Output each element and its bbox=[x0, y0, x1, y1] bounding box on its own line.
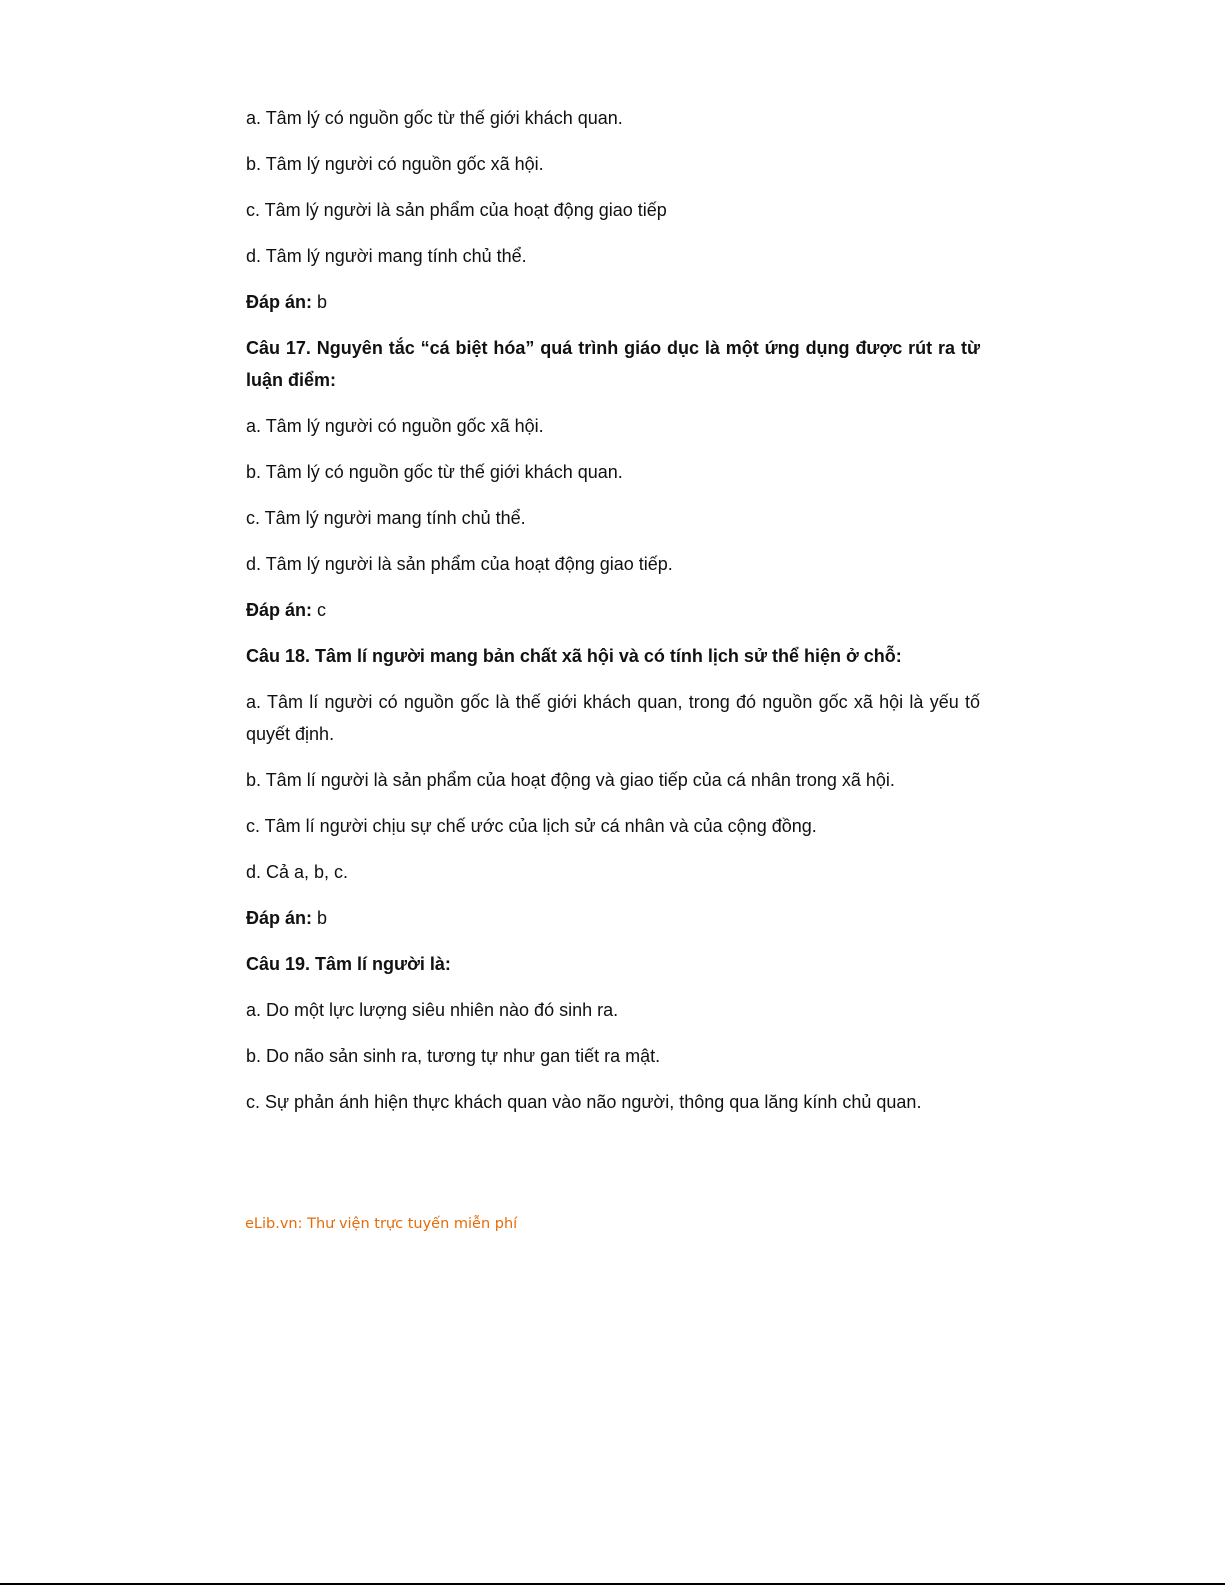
q18-option-d: d. Cả a, b, c. bbox=[246, 862, 349, 882]
answer-label: Đáp án: bbox=[246, 292, 313, 312]
q19-option-b: b. Do não sản sinh ra, tương tự như gan tiết ra mật. bbox=[246, 1046, 661, 1066]
q17-option-d: d. Tâm lý người là sản phẩm của hoạt động giao tiếp. bbox=[246, 554, 673, 574]
q17-answer-line bbox=[246, 594, 980, 626]
q17-option-b: b. Tâm lý có nguồn gốc từ thế giới khách quan. bbox=[246, 462, 623, 482]
page-content bbox=[246, 102, 980, 1132]
question-18: Câu 18. Tâm lí người mang bản chất xã hội và có tính lịch sử thể hiện ở chỗ: bbox=[246, 646, 902, 666]
q18-option-b: b. Tâm lí người là sản phẩm của hoạt động và giao tiếp của cá nhân trong xã hội. bbox=[246, 770, 895, 790]
answer-value: c bbox=[312, 600, 327, 620]
option-c: c. Tâm lý người là sản phẩm của hoạt động giao tiếp bbox=[246, 200, 667, 220]
q19-option-a: a. Do một lực lượng siêu nhiên nào đó sinh ra. bbox=[246, 1000, 619, 1020]
option-a: a. Tâm lý có nguồn gốc từ thế giới khách quan. bbox=[246, 108, 623, 128]
answer-label: Đáp án: bbox=[246, 908, 313, 928]
option-b: b. Tâm lý người có nguồn gốc xã hội. bbox=[246, 154, 544, 174]
option-d: d. Tâm lý người mang tính chủ thể. bbox=[246, 246, 527, 266]
answer-line bbox=[246, 286, 980, 318]
footer-source: eLib.vn: Thư viện trực tuyến miễn phí bbox=[245, 1216, 518, 1232]
answer-value: b bbox=[312, 908, 328, 928]
question-19: Câu 19. Tâm lí người là: bbox=[246, 954, 451, 974]
q18-option-c: c. Tâm lí người chịu sự chế ước của lịch sử cá nhân và của cộng đồng. bbox=[246, 816, 817, 836]
q17-option-a: a. Tâm lý người có nguồn gốc xã hội. bbox=[246, 416, 544, 436]
q18-option-a: a. Tâm lí người có nguồn gốc là thế giới khách quan, trong đó nguồn gốc xã hội là yếu tố quyết định. bbox=[246, 692, 980, 744]
answer-label: Đáp án: bbox=[246, 600, 313, 620]
q19-option-c: c. Sự phản ánh hiện thực khách quan vào não người, thông qua lăng kính chủ quan. bbox=[246, 1092, 922, 1112]
q18-answer-line bbox=[246, 902, 980, 934]
answer-value: b bbox=[312, 292, 328, 312]
question-17: Câu 17. Nguyên tắc “cá biệt hóa” quá trình giáo dục là một ứng dụng được rút ra từ luận điểm: bbox=[246, 338, 980, 390]
q17-option-c: c. Tâm lý người mang tính chủ thể. bbox=[246, 508, 526, 528]
